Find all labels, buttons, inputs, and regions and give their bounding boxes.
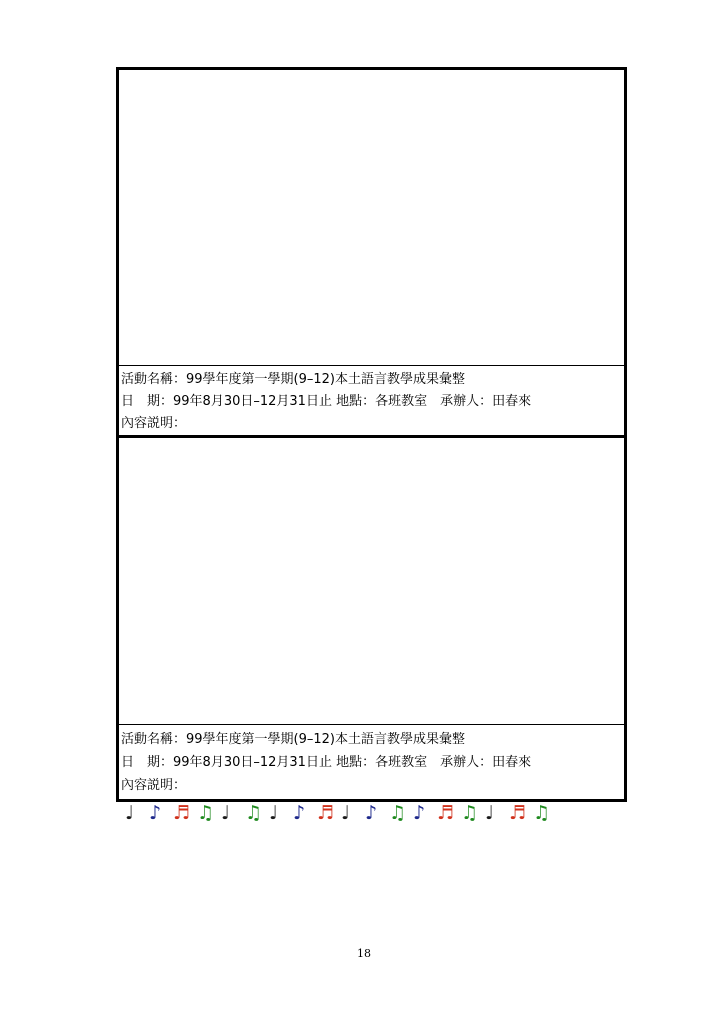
- music-note-icon: ♬: [173, 802, 191, 824]
- music-note-icon: ♫: [245, 802, 263, 824]
- record-1: [119, 70, 624, 436]
- date-location-organizer-line: 日 期：99年8月30日–12月31日止 地點：各班教室 承辦人：田春來: [121, 755, 532, 770]
- activity-name-line: 活動名稱：99學年度第一學期(9–12)本土語言教學成果彙整: [121, 732, 465, 747]
- music-note-icon: ♩: [341, 802, 350, 824]
- music-note-icon: ♪: [365, 802, 378, 824]
- music-note-icon: ♬: [509, 802, 527, 824]
- photo-placeholder-1: [119, 70, 624, 365]
- content-description-line: 內容説明：: [121, 416, 187, 431]
- photo-placeholder-2: [119, 438, 624, 724]
- music-note-icon: ♩: [485, 802, 494, 824]
- music-note-icon: ♬: [317, 802, 335, 824]
- music-note-icon: ♩: [221, 802, 230, 824]
- music-note-icon: ♩: [125, 802, 134, 824]
- music-note-icon: ♬: [437, 802, 455, 824]
- activity-record-frame: [116, 67, 627, 802]
- content-description-line: 內容説明：: [121, 778, 187, 793]
- music-note-icon: ♩: [269, 802, 278, 824]
- record-1-caption: [119, 365, 624, 437]
- music-note-icon: ♫: [389, 802, 407, 824]
- music-note-icon: ♪: [413, 802, 426, 824]
- music-note-icon: ♫: [533, 802, 551, 824]
- music-note-icon: ♪: [149, 802, 162, 824]
- music-note-icon: ♫: [461, 802, 479, 824]
- page-number: 18: [357, 947, 371, 960]
- date-location-organizer-line: 日 期：99年8月30日–12月31日止 地點：各班教室 承辦人：田春來: [121, 394, 532, 409]
- music-note-border: [125, 801, 605, 825]
- record-2: [119, 438, 624, 799]
- activity-name-line: 活動名稱：99學年度第一學期(9–12)本土語言教學成果彙整: [121, 372, 465, 387]
- record-2-caption: [119, 724, 624, 800]
- music-note-icon: ♫: [197, 802, 215, 824]
- music-note-icon: ♪: [293, 802, 306, 824]
